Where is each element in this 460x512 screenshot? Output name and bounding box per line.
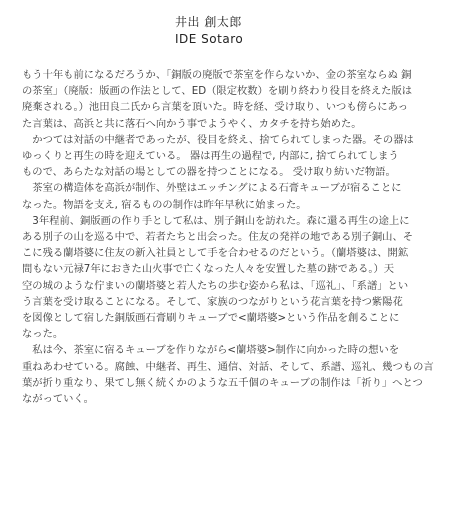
- paragraph-3: 茶室の構造体を高浜が制作、外壁はエッチングによる石膏キューブが宿ることに なった。物語を支え, 宿るものの制作は昨年早秋に始まった。: [22, 182, 402, 211]
- paragraph-1: もう十年も前になるだろうか、「銅版の廃版で茶室を作らないか、金の茶室ならぬ 銅 の茶室」（廃版：版画の作法として、ED（限定枚数）を刷り終わり役目を終えた版は 廃棄される。）池田良二氏から言葉を頂いた。時を経、受け取り、いつも傍らにあっ た言葉は、高浜と共に落石へ向かう事でようやく、カタチを持ち始めた。: [22, 69, 413, 130]
- paragraph-4: 3年程前、銅版画の作り手として私は、別子銅山を訪れた。森に還る再生の途上に ある別子の山を巡る中で、若者たちと出会った。住友の発祥の地である別子銅山、そ こに残る蘭塔婆に住友の新入社員として手を合わせるのだという。（蘭塔婆は、開鉱 間もない元禄7年におきた山火事で亡くなった人々を安置した墓の跡である。）天 空の城のような佇まいの蘭塔婆と若人たちの歩む姿から私は、「巡礼」、「系譜」とい う言葉を受け取ることになる。そして、家族のつながりという花言葉を持つ紫陽花 を図像として宿した銅版画石膏刷りキューブで<蘭塔婆>という作品を創ることに なった。: [22, 214, 414, 341]
- author-block: [175, 14, 243, 48]
- paragraph-2: かつては対話の中継者であったが、役目を終え、捨てられてしまった器。その器は ゆっくりと再生の時を迎えている。 器は再生の過程で, 内部に, 捨てられてしまう もので、あらたな対話の場としての器を持つことになる。 受け取り紡いだ物語。: [22, 133, 414, 179]
- author-name-japanese: 井出 創太郎: [175, 15, 242, 29]
- essay-body: [22, 67, 442, 407]
- author-name-romaji: IDE Sotaro: [175, 32, 244, 46]
- paragraph-5: 私は今、茶室に宿るキューブを作りながら<蘭塔婆>制作に向かった時の想いを 重ねあわせている。腐蝕、中継者、再生、通信、対話、そして、系譜、巡礼、幾つもの言 葉が折り重なり、果てし無く続くかのような五千個のキューブの制作は「祈り」へとつ ながっていく。: [22, 344, 434, 406]
